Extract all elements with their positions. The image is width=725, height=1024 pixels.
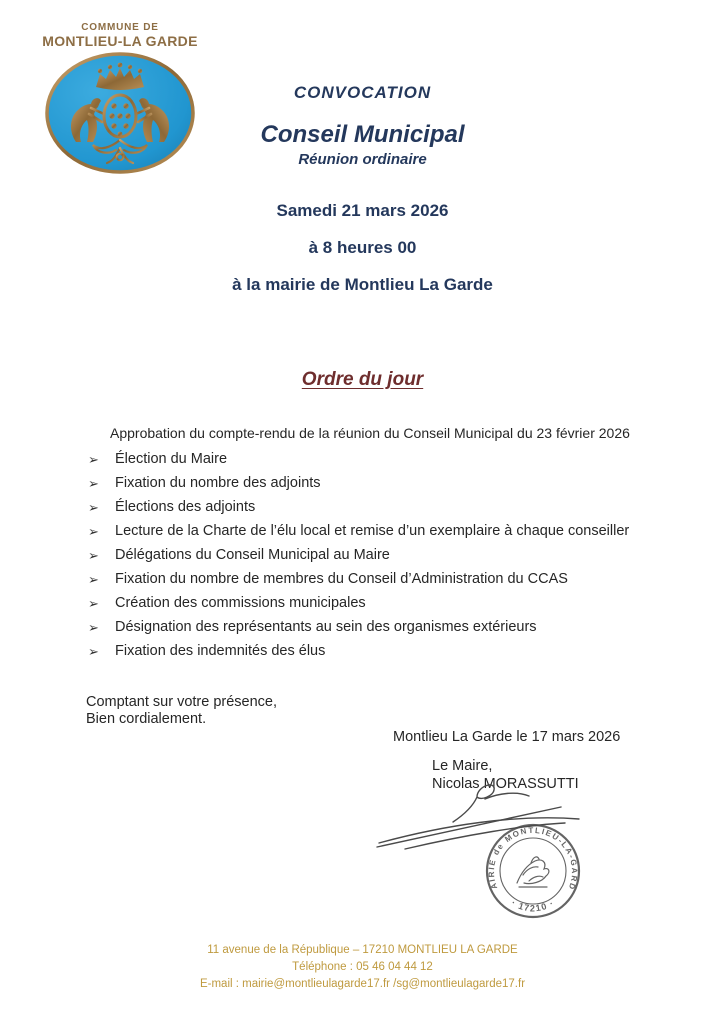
agenda-heading: Ordre du jour [301,369,424,390]
closing-block [86,694,277,728]
agenda-item [88,596,668,611]
agenda-item-text: Élection du Maire [115,451,228,467]
stamp-ring-text: MAIRIE de MONTLIEU-LA-GARDE [486,825,580,892]
agenda-item [88,500,668,515]
arrow-bullet-icon: ➢ [88,452,99,467]
agenda-item [88,572,668,587]
meeting-place: à la mairie de Montlieu La Garde [232,275,493,294]
agenda-item-text: Fixation du nombre de membres du Conseil d’Administration du CCAS [115,571,568,587]
footer-address: 11 avenue de la République – 17210 MONTLIEU LA GARDE [207,944,518,956]
agenda-item-text: Désignation des représentants au sein des organismes extérieurs [115,619,537,635]
footer-block [0,942,725,993]
arrow-bullet-icon: ➢ [88,572,99,587]
meeting-time: à 8 heures 00 [308,238,417,257]
agenda-item-text: Délégations du Conseil Municipal au Maire [115,547,390,563]
signer-name: Nicolas MORASSUTTI [432,775,579,792]
agenda-item [88,476,668,491]
agenda-item-text: Élections des adjoints [115,499,256,515]
arrow-bullet-icon: ➢ [88,644,99,659]
closing-line1: Comptant sur votre présence, [86,694,278,710]
arrow-bullet-icon: ➢ [88,596,99,611]
mayor-signature-icon [377,785,579,849]
arrow-bullet-icon: ➢ [88,548,99,563]
arrow-bullet-icon: ➢ [88,476,99,491]
meeting-type: Réunion ordinaire [298,151,427,168]
agenda-item [88,524,668,539]
agenda-list [88,452,668,668]
commune-name-line2: MONTLIEU-LA GARDE [42,33,198,49]
footer-email: E-mail : mairie@montlieulagarde17.fr /sg@montlieulagarde17.fr [199,978,526,990]
date-place-line: Montlieu La Garde le 17 mars 2026 [393,729,621,745]
arrow-bullet-icon: ➢ [88,620,99,635]
mairie-stamp-icon [487,825,579,917]
signer-title: Le Maire, [432,758,493,774]
agenda-item-text: Lecture de la Charte de l’élu local et remise d’un exemplaire à chaque conseiller [115,523,630,539]
agenda-intro: Approbation du compte-rendu de la réunion du Conseil Municipal du 23 février 2026 [110,425,630,441]
stamp-postal-code: · 17210 · [509,897,557,914]
footer-phone: Téléphone : 05 46 04 44 12 [292,961,433,973]
agenda-item-text: Fixation des indemnités des élus [115,643,326,659]
meeting-date: Samedi 21 mars 2026 [276,201,449,220]
agenda-item [88,548,668,563]
arrow-bullet-icon: ➢ [88,524,99,539]
agenda-item-text: Fixation du nombre des adjoints [115,475,321,491]
agenda-item-text: Création des commissions municipales [115,595,366,611]
commune-name-line1: COMMUNE DE [81,22,159,33]
document-title: CONVOCATION [293,83,432,102]
signature-and-stamp [365,783,627,923]
council-title: Conseil Municipal [260,121,465,148]
svg-text:· 17210 · [510,898,557,914]
closing-line2: Bien cordialement. [86,711,207,727]
agenda-item [88,644,668,659]
agenda-item [88,620,668,635]
arrow-bullet-icon: ➢ [88,500,99,515]
agenda-item [88,452,668,467]
